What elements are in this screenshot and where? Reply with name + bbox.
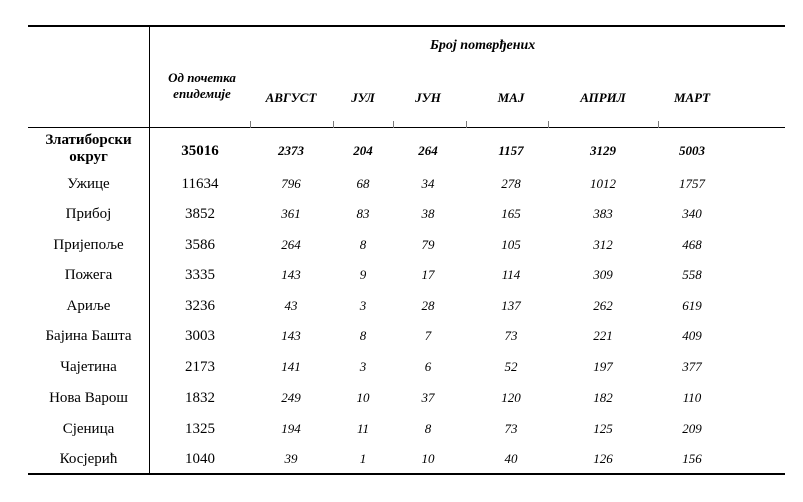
row-month-value: 9: [359, 267, 367, 282]
row-name: Златиборски округ: [45, 132, 132, 165]
row-total: 3852: [185, 206, 215, 222]
row-month-value: 340: [682, 206, 702, 221]
row-month-value: 309: [593, 267, 613, 282]
row-month-value: 1157: [498, 143, 524, 158]
row-month-value: 79: [421, 237, 435, 252]
row-month-value: 52: [504, 359, 518, 374]
row-name: Сјеница: [62, 421, 115, 437]
row-month-value: 204: [353, 143, 373, 158]
header-tick: [466, 121, 467, 128]
row-month-value: 141: [281, 359, 301, 374]
row-month-value: 143: [281, 267, 301, 282]
row-month-value: 143: [281, 328, 301, 343]
row-month-value: 182: [593, 390, 613, 405]
row-month-value: 361: [281, 206, 301, 221]
row-total: 3586: [185, 237, 215, 253]
row-month-value: 312: [593, 237, 613, 252]
row-name: Бајина Башта: [45, 328, 132, 344]
row-month-value: 221: [593, 328, 613, 343]
row-month-value: 137: [501, 298, 521, 313]
row-month-value: 3: [359, 359, 367, 374]
row-month-value: 114: [501, 267, 521, 282]
row-name: Косјерић: [59, 451, 118, 467]
column-header-month: МАРТ: [673, 90, 711, 105]
header-bottom-border: [28, 127, 785, 128]
row-month-value: 34: [421, 176, 435, 191]
row-month-value: 40: [504, 451, 518, 466]
row-month-value: 165: [501, 206, 521, 221]
row-name: Прибој: [65, 206, 112, 222]
row-total: 3003: [185, 328, 215, 344]
row-month-value: 120: [501, 390, 521, 405]
column-header-total: Од почетка епидемије: [168, 70, 236, 101]
row-month-value: 249: [281, 390, 301, 405]
row-month-value: 209: [682, 421, 702, 436]
row-month-value: 262: [593, 298, 613, 313]
row-month-value: 105: [501, 237, 521, 252]
row-month-value: 38: [421, 206, 435, 221]
column-header-month: МАЈ: [497, 90, 525, 105]
row-total: 1325: [185, 421, 215, 437]
row-total: 1832: [185, 390, 215, 406]
row-name: Ужице: [67, 176, 110, 192]
row-month-value: 11: [356, 421, 370, 436]
row-name: Чајетина: [60, 359, 117, 375]
row-month-value: 3129: [590, 143, 616, 158]
column-header-month: АВГУСТ: [265, 90, 317, 105]
header-tick: [548, 121, 549, 128]
row-total: 2173: [185, 359, 215, 375]
row-month-value: 409: [682, 328, 702, 343]
row-month-value: 558: [682, 267, 702, 282]
row-month-value: 73: [504, 328, 518, 343]
table-bottom-border: [28, 473, 785, 475]
row-month-value: 194: [281, 421, 301, 436]
row-month-value: 1757: [679, 176, 705, 191]
row-month-value: 28: [421, 298, 435, 313]
row-month-value: 110: [682, 390, 702, 405]
row-month-value: 43: [284, 298, 298, 313]
row-month-value: 156: [682, 451, 702, 466]
cropped-text-strip: [28, 0, 288, 7]
row-month-value: 17: [421, 267, 435, 282]
row-month-value: 10: [421, 451, 435, 466]
row-name: Пожега: [64, 267, 113, 283]
row-total: 1040: [185, 451, 215, 467]
row-month-value: 619: [682, 298, 702, 313]
row-total: 11634: [181, 176, 219, 192]
row-month-value: 197: [593, 359, 613, 374]
row-total: 3335: [185, 267, 215, 283]
row-month-value: 8: [359, 237, 367, 252]
row-month-value: 264: [418, 143, 438, 158]
column-header-month: АПРИЛ: [580, 90, 626, 105]
row-month-value: 7: [424, 328, 432, 343]
row-month-value: 278: [501, 176, 521, 191]
row-month-value: 8: [424, 421, 432, 436]
row-name: Ариље: [66, 298, 111, 314]
row-month-value: 383: [593, 206, 613, 221]
row-total: 35016: [181, 143, 219, 159]
row-month-value: 68: [356, 176, 370, 191]
header-tick: [333, 121, 334, 128]
row-month-value: 39: [284, 451, 298, 466]
header-tick: [250, 121, 251, 128]
row-name: Нова Варош: [49, 390, 128, 406]
group-title: Број потврђених: [430, 38, 536, 53]
row-month-value: 1: [359, 451, 367, 466]
row-month-value: 8: [359, 328, 367, 343]
column-header-month: ЈУЛ: [351, 90, 375, 105]
row-month-value: 125: [593, 421, 613, 436]
row-month-value: 5003: [679, 143, 705, 158]
row-month-value: 468: [682, 237, 702, 252]
row-month-value: 83: [356, 206, 370, 221]
row-month-value: 377: [682, 359, 702, 374]
row-month-value: 264: [281, 237, 301, 252]
header-tick: [393, 121, 394, 128]
column-header-month: ЈУН: [415, 90, 441, 105]
row-month-value: 73: [504, 421, 518, 436]
row-month-value: 3: [359, 298, 367, 313]
row-month-value: 796: [281, 176, 301, 191]
header-tick: [658, 121, 659, 128]
row-month-value: 2373: [278, 143, 304, 158]
table-top-border: [28, 25, 785, 27]
row-month-value: 126: [593, 451, 613, 466]
row-total: 3236: [185, 298, 215, 314]
row-name: Пријепоље: [53, 237, 124, 253]
row-month-value: 10: [356, 390, 370, 405]
row-month-value: 37: [421, 390, 435, 405]
row-month-value: 6: [424, 359, 432, 374]
row-month-value: 1012: [590, 176, 616, 191]
